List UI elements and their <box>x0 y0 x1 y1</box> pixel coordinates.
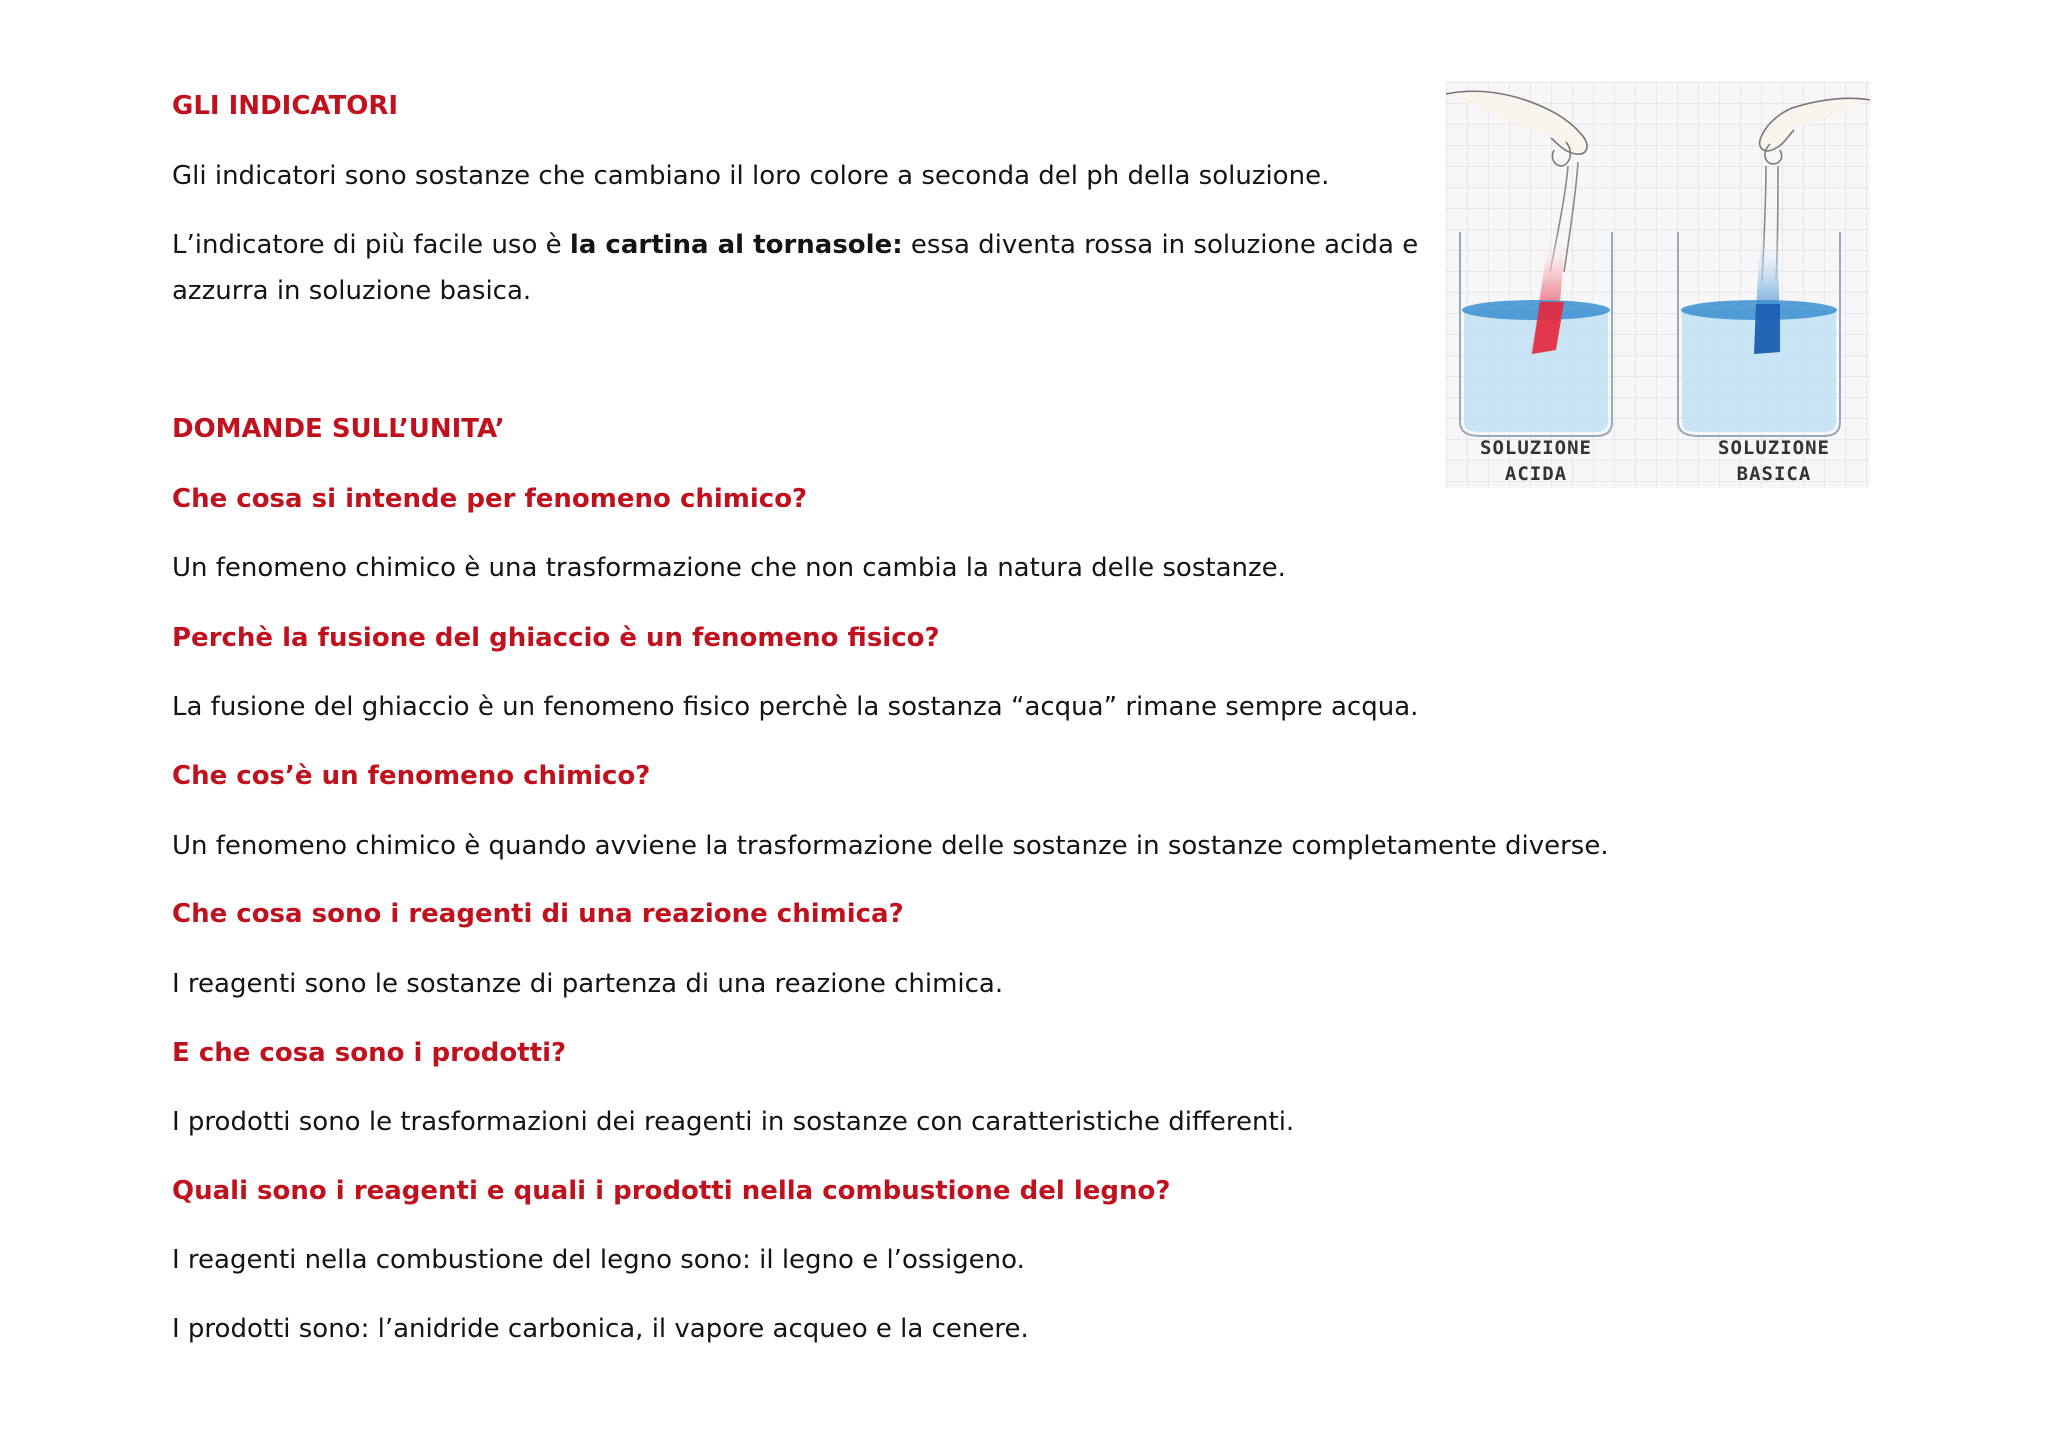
answer-6: I reagenti nella combustione del legno sono: il legno e l’ossigeno. <box>172 1245 1025 1275</box>
question-2: Perchè la fusione del ghiaccio è un fenomeno fisico? <box>172 623 940 653</box>
paragraph-indicators-definition: Gli indicatori sono sostanze che cambiano il loro colore a seconda del ph della soluzione. <box>172 161 1330 191</box>
answer-3: Un fenomeno chimico è quando avviene la trasformazione delle sostanze in sostanze completamente diverse. <box>172 831 1609 861</box>
litmus-text-prefix: L’indicatore di più facile uso è <box>172 230 570 260</box>
litmus-bold-term: la cartina al tornasole: <box>569 230 903 260</box>
answer-2: La fusione del ghiaccio è un fenomeno fisico perchè la sostanza “acqua” rimane sempre acqua. <box>172 692 1419 722</box>
label-base-line1: SOLUZIONE <box>1718 437 1830 459</box>
answer-1: Un fenomeno chimico è una trasformazione che non cambia la natura delle sostanze. <box>172 553 1286 583</box>
paragraph-litmus-line2: azzurra in soluzione basica. <box>172 276 532 306</box>
litmus-illustration-svg <box>1446 82 1870 488</box>
question-1: Che cosa si intende per fenomeno chimico? <box>172 484 808 514</box>
label-acid-line1: SOLUZIONE <box>1480 437 1592 459</box>
answer-6-continued: I prodotti sono: l’anidride carbonica, il vapore acqueo e la cenere. <box>172 1314 1029 1344</box>
question-4: Che cosa sono i reagenti di una reazione chimica? <box>172 899 904 929</box>
section-title-indicators: GLI INDICATORI <box>172 91 399 121</box>
litmus-illustration <box>1446 82 1870 488</box>
question-3: Che cos’è un fenomeno chimico? <box>172 761 651 791</box>
section-title-questions: DOMANDE SULL’UNITA’ <box>172 414 505 444</box>
label-base-line2: BASICA <box>1736 463 1812 485</box>
question-6: Quali sono i reagenti e quali i prodotti nella combustione del legno? <box>172 1176 1171 1206</box>
label-acid-line2: ACIDA <box>1504 463 1568 485</box>
question-5: E che cosa sono i prodotti? <box>172 1038 567 1068</box>
answer-5: I prodotti sono le trasformazioni dei reagenti in sostanze con caratteristiche differenti. <box>172 1107 1295 1137</box>
litmus-text-suffix: essa diventa rossa in soluzione acida e <box>902 230 1419 260</box>
answer-4: I reagenti sono le sostanze di partenza di una reazione chimica. <box>172 969 1004 999</box>
paragraph-litmus <box>172 227 1418 263</box>
